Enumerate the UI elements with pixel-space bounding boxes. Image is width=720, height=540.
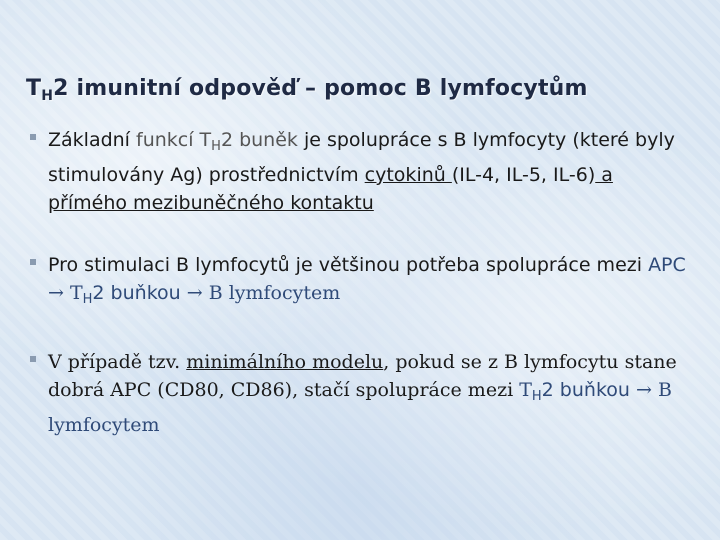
title-t: T (26, 76, 42, 101)
b1-cytokines: cytokinů (364, 164, 452, 186)
bullet-item-3 (30, 348, 690, 439)
b3-t: T (519, 379, 532, 401)
bullet-marker-icon (30, 356, 36, 362)
b3-f: → B lymfocytem (48, 379, 672, 436)
bullet-1-text (48, 126, 690, 217)
b1-c: 2 buněk (220, 129, 298, 151)
b2-a: Pro stimulaci B lymfocytů je většinou potřeba spolupráce mezi (48, 254, 649, 276)
b1-g: a přímého mezibuněčného kontaktu (48, 164, 613, 214)
title-rest: 2 imunitní odpověď – pomoc B lymfocytům (53, 76, 588, 101)
title-subscript: H (41, 88, 54, 104)
b2-apc: APC (648, 254, 686, 276)
b2-d: → B lymfocytem (186, 282, 341, 304)
b1-d: je spolupráce s B lymfocyty (které byly stimulovány Ag) prostřednictvím (48, 129, 675, 186)
b1-b: funkcí T (136, 129, 212, 151)
b3-a: V případě tzv. (48, 351, 187, 373)
b3-e: 2 buňkou (541, 379, 636, 401)
b2-arrow-th: → T (48, 282, 83, 304)
b1-f: (IL-4, IL-5, IL-6) (451, 164, 596, 186)
bullet-item-2 (30, 251, 690, 314)
b1-sub: H (211, 139, 221, 154)
bullet-marker-icon (30, 134, 36, 140)
bullet-item-1 (30, 126, 690, 217)
b3-c: , pokud se z B lymfocytu stane dobrá APC (CD80, CD86), stačí spolupráce mezi (48, 351, 677, 401)
b2-c: 2 buňkou (92, 282, 187, 304)
slide-title (26, 76, 706, 104)
bullet-marker-icon (30, 259, 36, 265)
b1-a: Základní (48, 129, 137, 151)
bullet-2-text (48, 251, 690, 314)
b3-minimal-model: minimálního modelu (186, 351, 384, 373)
b2-sub: H (82, 292, 93, 307)
b3-sub: H (531, 389, 542, 404)
bullet-list (30, 126, 690, 461)
bullet-3-text (48, 348, 690, 439)
